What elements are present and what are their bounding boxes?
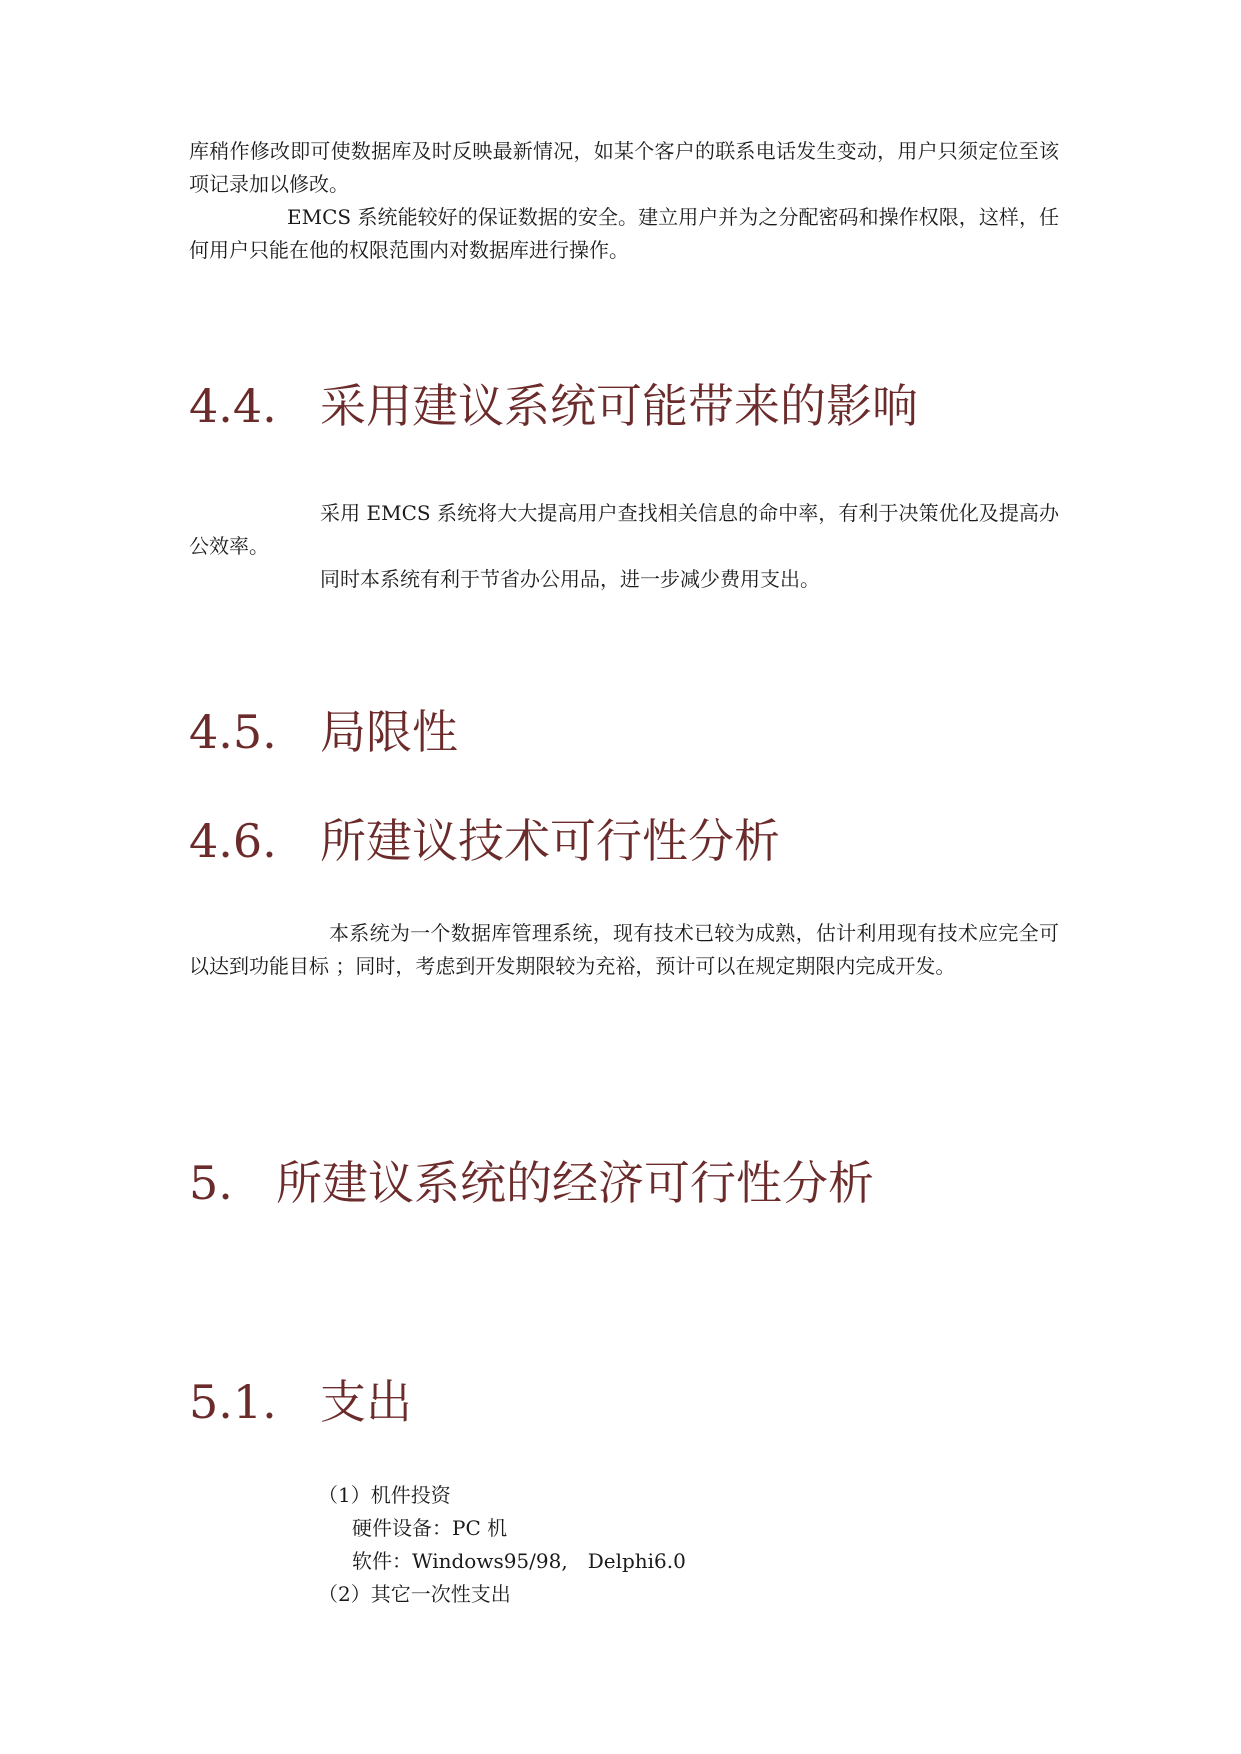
heading-5-1 xyxy=(189,1374,412,1430)
intro-paragraph-2: EMCS 系统能较好的保证数据的安全。建立用户并为之分配密码和操作权限，这样，任何用户只能在他的权限范围内对数据库进行操作。 xyxy=(189,205,1059,262)
heading-4-6-number: 4.6. xyxy=(189,814,277,868)
heading-4-6-title: 所建议技术可行性分析 xyxy=(320,814,780,868)
section-4-6-paragraph-1: 本系统为一个数据库管理系统，现有技术已较为成熟，估计利用现有技术应完全可以达到功能目标 ；同时，考虑到开发期限较为充裕，预计可以在规定期限内完成开发。 xyxy=(189,921,1059,978)
heading-5-1-title: 支出 xyxy=(320,1375,412,1429)
heading-5-number: 5. xyxy=(189,1156,233,1210)
list-item: （1）机件投资 xyxy=(318,1483,451,1507)
heading-5-1-number: 5.1. xyxy=(189,1375,277,1429)
heading-5 xyxy=(189,1155,874,1211)
list-item: （2）其它一次性支出 xyxy=(318,1582,511,1606)
heading-5-title: 所建议系统的经济可行性分析 xyxy=(276,1156,874,1210)
intro-paragraph-1: 库稍作修改即可使数据库及时反映最新情况，如某个客户的联系电话发生变动，用户只须定位至该项记录加以修改。 xyxy=(189,139,1059,196)
heading-4-4 xyxy=(189,378,918,434)
list-item: 软件：Windows95/98, Delphi6.0 xyxy=(352,1549,686,1573)
section-4-4-paragraph-2: 同时本系统有利于节省办公用品，进一步减少费用支出。 xyxy=(320,567,820,591)
section-4-4-paragraph-1: 采用 EMCS 系统将大大提高用户查找相关信息的命中率，有利于决策优化及提高办公效率。 xyxy=(189,501,1059,558)
heading-4-5 xyxy=(189,704,458,760)
heading-4-5-number: 4.5. xyxy=(189,705,277,759)
heading-4-5-title: 局限性 xyxy=(320,705,458,759)
heading-4-6 xyxy=(189,813,780,869)
expense-list xyxy=(318,1479,686,1611)
heading-4-4-title: 采用建议系统可能带来的影响 xyxy=(320,379,918,433)
heading-4-4-number: 4.4. xyxy=(189,379,277,433)
list-item: 硬件设备：PC 机 xyxy=(352,1516,508,1540)
